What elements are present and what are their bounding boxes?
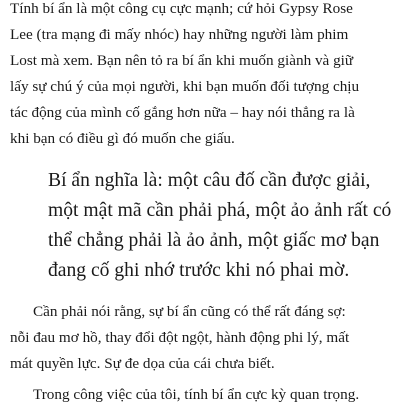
paragraph-line: khi bạn có điều gì đó muốn che giấu. <box>10 130 235 147</box>
pull-quote-line: đang cố ghi nhớ trước khi nó phai mờ. <box>48 260 350 281</box>
paragraph-line: mát quyền lực. Sự đe dọa của cái chưa biết. <box>10 355 275 372</box>
paragraph-line: tác động của mình cố gắng hơn nữa – hay nói thẳng ra là <box>10 104 355 121</box>
paragraph-line: lấy sự chú ý của mọi người, khi bạn muốn đối tượng chịu <box>10 78 360 95</box>
paragraph-line: Trong công việc của tôi, tính bí ẩn cực kỳ quan trọng. <box>33 386 360 403</box>
paragraph-line: Lost mà xem. Bạn nên tỏ ra bí ẩn khi muốn giành và giữ <box>10 52 354 69</box>
paragraph-line: Tính bí ẩn là một công cụ cực mạnh; cứ hỏi Gypsy Rose <box>10 0 353 17</box>
pull-quote-line: một mật mã cần phải phá, một ảo ảnh rất có <box>48 200 392 221</box>
pull-quote-line: Bí ẩn nghĩa là: một câu đố cần được giải, <box>48 170 371 191</box>
paragraph-line: nỗi đau mơ hồ, thay đổi đột ngột, hành động phi lý, mất <box>10 329 350 346</box>
pull-quote-line: thể chẳng phải là ảo ảnh, một giấc mơ bạn <box>48 230 380 251</box>
paragraph-line: Lee (tra mạng đi mấy nhóc) hay những người làm phim <box>10 26 349 43</box>
paragraph-line: Cần phải nói rằng, sự bí ẩn cũng có thể rất đáng sợ: <box>33 303 346 320</box>
